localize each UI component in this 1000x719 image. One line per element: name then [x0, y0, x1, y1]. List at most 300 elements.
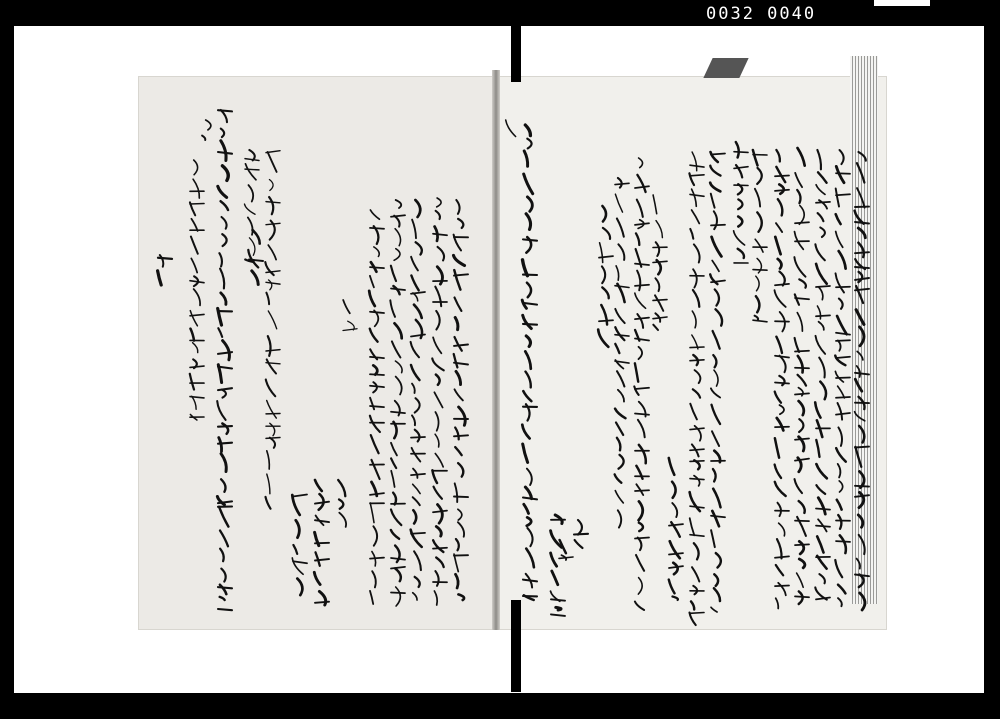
brush-stroke	[253, 230, 260, 244]
brush-stroke	[857, 188, 865, 208]
left-page-script	[158, 110, 468, 610]
brush-stroke	[220, 531, 228, 547]
brush-stroke	[221, 454, 226, 472]
brush-stroke	[714, 574, 718, 586]
brush-stroke	[637, 271, 640, 291]
brush-stroke	[798, 375, 806, 386]
brush-stroke	[434, 591, 437, 605]
brush-stroke	[693, 290, 699, 307]
brush-stroke	[795, 351, 809, 352]
brush-stroke	[220, 269, 224, 289]
brush-stroke	[837, 316, 847, 334]
brush-stroke	[266, 350, 280, 351]
brush-stroke	[775, 438, 779, 458]
brush-stroke	[615, 335, 629, 336]
brush-stroke	[836, 378, 850, 379]
brush-stroke	[653, 317, 667, 319]
brush-stroke	[395, 361, 402, 373]
brush-stroke	[836, 214, 841, 224]
brush-stroke	[599, 320, 613, 321]
brush-stroke	[639, 445, 646, 463]
brush-stroke	[779, 184, 784, 193]
brush-stroke	[858, 243, 863, 257]
brush-stroke	[711, 154, 725, 155]
brush-stroke	[795, 521, 809, 522]
brush-stroke	[436, 375, 440, 385]
brush-stroke	[634, 386, 638, 395]
brush-stroke	[799, 559, 805, 568]
brush-stroke	[396, 200, 402, 208]
brush-stroke	[755, 316, 758, 320]
brush-stroke	[775, 392, 781, 403]
brush-stroke	[222, 424, 228, 434]
brush-stroke	[190, 311, 197, 326]
brush-stroke	[412, 220, 416, 239]
brush-stroke	[454, 274, 468, 275]
brush-stroke	[819, 358, 825, 378]
brush-stroke	[736, 142, 739, 158]
brush-stroke	[370, 228, 384, 229]
brush-stroke	[836, 287, 850, 288]
brush-stroke	[690, 165, 704, 167]
brush-stroke	[190, 374, 194, 390]
brush-stroke	[249, 238, 255, 256]
brush-stroke	[838, 464, 841, 478]
brush-stroke	[669, 524, 683, 526]
brush-stroke	[637, 314, 643, 328]
brush-stroke	[456, 539, 459, 550]
brush-stroke	[836, 173, 850, 174]
brush-stroke	[191, 258, 197, 272]
brush-stroke	[636, 484, 643, 495]
brush-stroke	[797, 573, 804, 587]
brush-stroke	[158, 271, 162, 285]
brush-stroke	[639, 158, 643, 168]
brush-stroke	[526, 549, 534, 568]
brush-stroke	[638, 578, 642, 595]
brush-stroke	[816, 315, 830, 316]
brush-stroke	[798, 356, 803, 373]
brush-stroke	[799, 279, 806, 287]
brush-stroke	[221, 201, 228, 210]
brush-stroke	[413, 510, 416, 523]
brush-stroke	[436, 311, 440, 330]
brush-stroke	[296, 520, 300, 537]
brush-stroke	[693, 389, 700, 397]
brush-stroke	[711, 225, 725, 226]
brush-stroke	[635, 538, 649, 539]
brush-stroke	[455, 318, 458, 330]
brush-stroke	[373, 526, 377, 545]
brush-stroke	[578, 520, 582, 535]
brush-stroke	[551, 614, 565, 616]
brush-stroke	[456, 371, 461, 384]
brush-stroke	[638, 538, 642, 551]
brush-stroke	[455, 337, 462, 351]
brush-stroke	[374, 247, 379, 257]
brush-stroke	[315, 602, 329, 603]
brush-stroke	[775, 586, 789, 587]
brush-stroke	[818, 213, 824, 221]
brush-stroke	[435, 454, 443, 467]
brush-stroke	[269, 197, 273, 214]
brush-stroke	[268, 245, 276, 260]
brush-stroke	[635, 602, 644, 611]
brush-stroke	[158, 258, 172, 259]
brush-stroke	[412, 448, 421, 462]
brush-stroke	[391, 558, 405, 560]
brush-stroke	[191, 237, 198, 254]
brush-stroke	[433, 548, 447, 549]
brush-stroke	[797, 517, 806, 536]
brush-stroke	[836, 413, 850, 415]
brush-stroke	[692, 152, 697, 171]
brush-stroke	[391, 510, 401, 526]
brush-stroke	[775, 237, 780, 254]
brush-stroke	[526, 336, 530, 347]
brush-stroke	[693, 269, 697, 287]
brush-stroke	[615, 491, 623, 503]
brush-stroke	[795, 393, 809, 394]
brush-stroke	[690, 518, 695, 535]
brush-stroke	[816, 264, 827, 284]
brush-stroke	[818, 172, 827, 183]
brush-stroke	[836, 397, 850, 398]
brush-stroke	[190, 366, 204, 367]
brush-stroke	[711, 607, 717, 612]
brush-stroke	[339, 500, 343, 509]
brush-stroke	[655, 278, 659, 291]
brush-stroke	[753, 270, 767, 271]
brush-stroke	[690, 461, 704, 462]
brush-stroke	[411, 257, 418, 271]
brush-stroke	[454, 345, 468, 346]
brush-stroke	[859, 492, 864, 507]
brush-stroke	[778, 259, 782, 269]
brush-stroke	[615, 309, 624, 323]
brush-stroke	[456, 574, 459, 588]
brush-stroke	[775, 190, 789, 191]
brush-stroke	[835, 371, 843, 382]
brush-stroke	[714, 211, 717, 229]
brush-stroke	[710, 166, 720, 176]
brush-stroke	[692, 210, 700, 224]
brush-stroke	[838, 585, 845, 594]
brush-stroke	[222, 217, 227, 229]
brush-stroke	[775, 465, 782, 479]
brush-stroke	[599, 256, 613, 258]
brush-stroke	[412, 384, 415, 393]
brush-stroke	[855, 252, 869, 253]
brush-stroke	[600, 243, 603, 263]
brush-stroke	[414, 551, 421, 570]
brush-stroke	[524, 151, 527, 166]
brush-stroke	[436, 558, 444, 568]
brush-stroke	[415, 430, 420, 442]
brush-stroke	[438, 247, 444, 261]
brush-stroke	[438, 505, 443, 524]
brush-stroke	[779, 272, 784, 286]
brush-stroke	[525, 125, 530, 136]
brush-stroke	[370, 591, 373, 604]
brush-stroke	[252, 271, 258, 285]
brush-stroke	[819, 322, 824, 330]
brush-stroke	[618, 244, 624, 260]
brush-stroke	[838, 403, 843, 420]
brush-stroke	[432, 470, 437, 483]
brush-stroke	[455, 483, 458, 502]
brush-stroke	[669, 580, 675, 594]
brush-stroke	[859, 152, 866, 161]
brush-stroke	[639, 501, 643, 520]
brush-stroke	[856, 310, 864, 325]
brush-stroke	[219, 253, 222, 266]
brush-stroke	[635, 264, 649, 265]
brush-stroke	[433, 540, 443, 552]
brush-stroke	[798, 148, 805, 166]
brush-stroke	[799, 541, 803, 554]
brush-stroke	[268, 336, 271, 356]
brush-stroke	[559, 557, 573, 558]
brush-stroke	[370, 493, 384, 495]
brush-stroke	[191, 329, 195, 341]
brush-stroke	[370, 374, 384, 375]
brush-stroke	[202, 136, 205, 140]
brush-stroke	[858, 272, 862, 282]
brush-stroke	[776, 150, 779, 162]
brush-stroke	[615, 344, 619, 353]
brush-stroke	[602, 206, 606, 222]
brush-stroke	[459, 407, 466, 425]
brush-stroke	[817, 536, 823, 552]
brush-stroke	[694, 244, 700, 262]
brush-stroke	[690, 449, 704, 450]
brush-stroke	[855, 495, 869, 497]
brush-stroke	[220, 585, 226, 594]
brush-stroke	[795, 294, 799, 304]
brush-stroke	[776, 223, 782, 232]
brush-stroke	[370, 267, 384, 268]
brush-stroke	[820, 228, 825, 238]
brush-stroke	[775, 482, 786, 496]
brush-stroke	[690, 492, 700, 511]
brush-stroke	[839, 481, 842, 492]
brush-stroke	[206, 120, 211, 130]
brush-stroke	[370, 276, 374, 288]
brush-stroke	[415, 200, 420, 217]
brush-stroke	[670, 541, 680, 558]
brush-stroke	[716, 309, 723, 325]
brush-stroke	[635, 414, 649, 415]
brush-stroke	[218, 609, 232, 610]
brush-stroke	[690, 229, 693, 239]
brush-stroke	[373, 365, 377, 374]
brush-stroke	[217, 401, 225, 420]
brush-stroke	[692, 189, 697, 206]
brush-stroke	[527, 517, 531, 525]
brush-stroke	[690, 404, 697, 420]
brush-stroke	[714, 588, 720, 601]
brush-stroke	[837, 500, 842, 510]
brush-stroke	[820, 382, 826, 400]
brush-stroke	[527, 283, 531, 298]
brush-stroke	[370, 406, 384, 407]
brush-stroke	[635, 318, 649, 320]
brush-stroke	[526, 214, 530, 230]
brush-stroke	[391, 567, 405, 569]
brush-stroke	[218, 110, 232, 111]
brush-stroke	[370, 398, 374, 410]
brush-stroke	[396, 377, 402, 395]
brush-stroke	[245, 159, 259, 161]
brush-stroke	[269, 280, 272, 290]
brush-stroke	[435, 287, 441, 307]
brush-stroke	[819, 574, 825, 583]
brush-stroke	[619, 455, 624, 469]
brush-stroke	[411, 437, 425, 438]
brush-stroke	[734, 152, 748, 153]
brush-stroke	[778, 503, 782, 516]
brush-stroke	[391, 215, 405, 217]
brush-stroke	[432, 359, 443, 371]
brush-stroke	[218, 152, 232, 154]
brush-stroke	[756, 296, 760, 312]
brush-stroke	[776, 167, 785, 182]
brush-stroke	[293, 495, 307, 497]
brush-stroke	[454, 554, 458, 572]
right-page-script	[506, 120, 869, 625]
brush-stroke	[836, 232, 843, 248]
brush-stroke	[394, 249, 400, 261]
brush-stroke	[218, 587, 232, 588]
brush-stroke	[370, 357, 384, 358]
brush-stroke	[527, 469, 532, 485]
brush-stroke	[411, 342, 419, 357]
frame-counter: 0032 0040	[706, 4, 817, 24]
brush-stroke	[694, 476, 700, 486]
brush-stroke	[523, 391, 531, 401]
brush-stroke	[221, 479, 225, 492]
brush-stroke	[780, 356, 786, 373]
brush-stroke	[635, 223, 649, 225]
brush-stroke	[838, 427, 842, 446]
brush-stroke	[653, 300, 667, 301]
brush-stroke	[635, 186, 649, 188]
brush-stroke	[220, 549, 224, 562]
brush-stroke	[266, 202, 280, 203]
brush-stroke	[653, 195, 657, 214]
brush-stroke	[711, 388, 720, 397]
brush-stroke	[692, 311, 696, 328]
brush-stroke	[839, 251, 846, 269]
brush-stroke	[636, 555, 644, 571]
brush-stroke	[840, 535, 846, 553]
brush-stroke	[315, 480, 322, 491]
brush-stroke	[690, 194, 704, 196]
brush-stroke	[797, 313, 802, 332]
brush-stroke	[433, 511, 447, 513]
brush-stroke	[222, 166, 228, 181]
brush-stroke	[372, 460, 380, 479]
brush-stroke	[673, 563, 677, 574]
brush-stroke	[690, 175, 704, 176]
brush-stroke	[637, 175, 645, 192]
brush-stroke	[738, 217, 742, 227]
brush-stroke	[269, 180, 273, 191]
brush-stroke	[653, 325, 658, 330]
brush-stroke	[635, 285, 649, 286]
brush-stroke	[267, 359, 276, 373]
brush-stroke	[220, 597, 225, 600]
brush-stroke	[635, 363, 638, 381]
brush-stroke	[835, 560, 842, 577]
brush-stroke	[266, 282, 280, 284]
brush-stroke	[411, 530, 422, 547]
brush-stroke	[395, 229, 400, 246]
brush-stroke	[618, 178, 622, 188]
brush-stroke	[394, 216, 399, 227]
brush-stroke	[815, 244, 824, 260]
brush-stroke	[315, 543, 329, 544]
brush-stroke	[816, 598, 830, 600]
brush-stroke	[836, 166, 844, 182]
brush-stroke	[856, 286, 863, 303]
brush-stroke	[690, 479, 704, 480]
brush-stroke	[777, 539, 782, 558]
brush-stroke	[855, 267, 869, 268]
brush-stroke	[339, 513, 346, 527]
brush-stroke	[859, 535, 865, 554]
brush-stroke	[391, 593, 405, 594]
brush-stroke	[857, 163, 865, 183]
brush-stroke	[778, 199, 783, 215]
brush-stroke	[369, 291, 375, 306]
brush-stroke	[245, 204, 256, 214]
brush-stroke	[455, 298, 462, 311]
brush-stroke	[458, 219, 463, 228]
brush-stroke	[268, 311, 276, 329]
brush-stroke	[391, 412, 405, 413]
brush-stroke	[506, 120, 516, 137]
brush-stroke	[413, 469, 417, 478]
brush-stroke	[266, 497, 271, 509]
brush-stroke	[575, 540, 583, 548]
brush-stroke	[639, 523, 643, 531]
brush-stroke	[194, 160, 198, 175]
brush-stroke	[435, 434, 439, 447]
brush-stroke	[433, 337, 441, 353]
brush-stroke	[458, 522, 464, 537]
brush-stroke	[218, 328, 222, 337]
brush-stroke	[458, 509, 462, 520]
brush-stroke	[690, 428, 704, 429]
brush-stroke	[413, 497, 420, 505]
brush-stroke	[292, 558, 303, 574]
brush-stroke	[343, 300, 350, 313]
brush-stroke	[794, 257, 805, 277]
brush-stroke	[690, 506, 704, 508]
brush-stroke	[270, 438, 275, 448]
brush-stroke	[433, 234, 447, 236]
brush-stroke	[411, 276, 418, 291]
brush-stroke	[266, 380, 275, 397]
brush-stroke	[556, 607, 561, 610]
brush-stroke	[775, 383, 789, 384]
brush-stroke	[635, 339, 649, 341]
brush-stroke	[552, 571, 558, 585]
brush-stroke	[411, 335, 425, 337]
brush-stroke	[454, 255, 465, 265]
